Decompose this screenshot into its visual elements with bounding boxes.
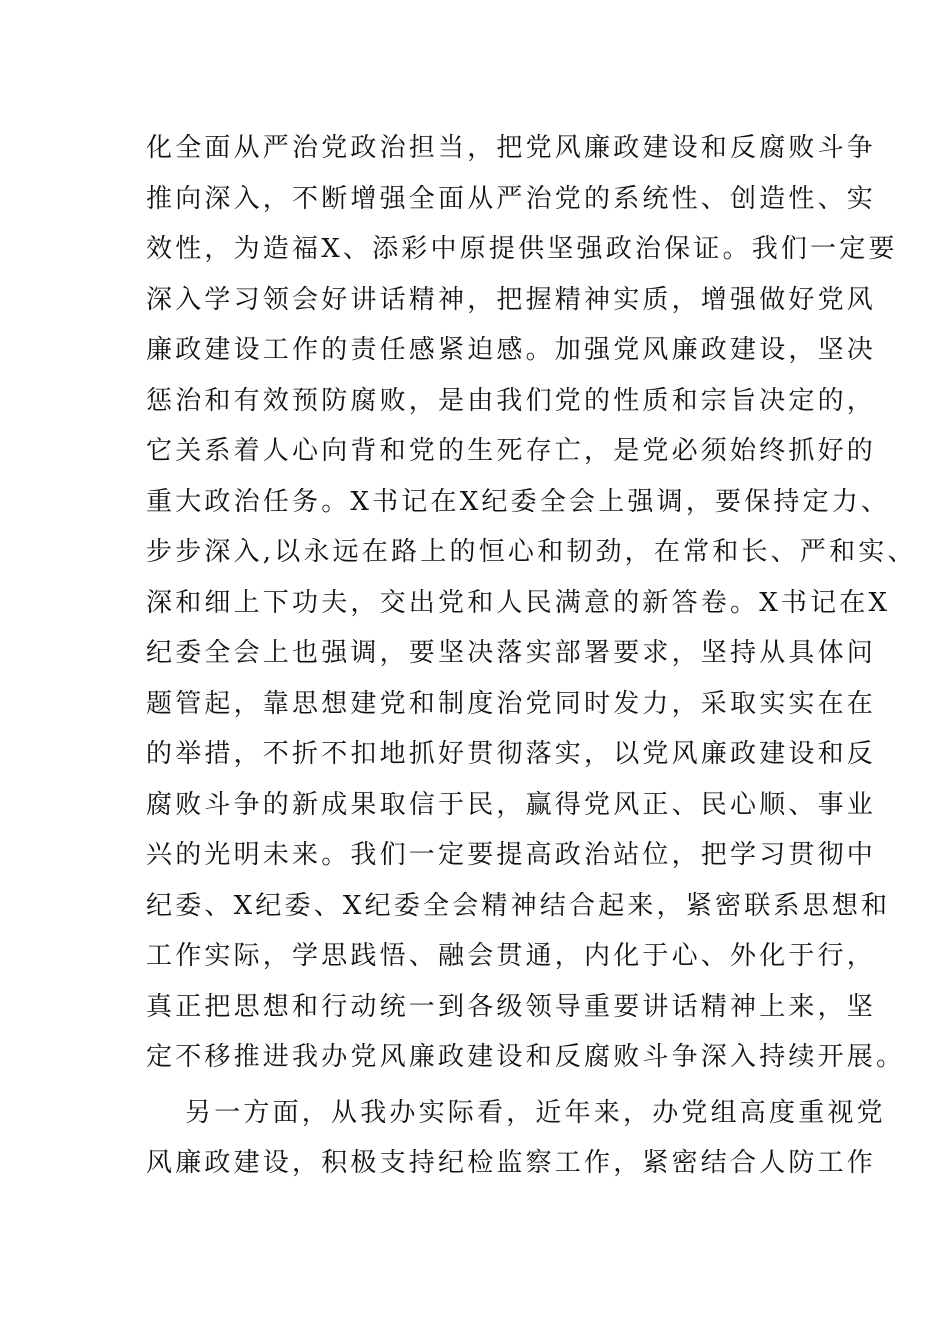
- text-line: 工作实际，学思践悟、融会贯通，内化于心、外化于行，: [146, 941, 877, 971]
- text-line: 深和细上下功夫，交出党和人民满意的新答卷。X书记在X: [146, 588, 891, 618]
- text-line: 的举措，不折不扣地抓好贯彻落实，以党风廉政建设和反: [146, 739, 877, 769]
- text-line: 重大政治任务。X书记在X纪委全会上强调，要保持定力、: [146, 487, 891, 517]
- text-line: 纪委、X纪委、X纪委全会精神结合起来，紧密联系思想和: [146, 891, 891, 921]
- text-line: 真正把思想和行动统一到各级领导重要讲话精神上来，坚: [146, 992, 877, 1022]
- text-line: 惩治和有效预防腐败，是由我们党的性质和宗旨决定的，: [146, 386, 877, 416]
- text-line: 兴的光明未来。我们一定要提高政治站位，把学习贯彻中: [146, 840, 877, 870]
- text-line: 化全面从严治党政治担当，把党风廉政建设和反腐败斗争: [146, 133, 877, 163]
- text-line: 腐败斗争的新成果取信于民，赢得党风正、民心顺、事业: [146, 790, 877, 820]
- text-line: 它关系着人心向背和党的生死存亡，是党必须始终抓好的: [146, 436, 877, 466]
- text-line: 步步深入,以永远在路上的恒心和韧劲，在常和长、严和实、: [146, 537, 917, 567]
- text-line: 另一方面，从我办实际看，近年来，办党组高度重视党: [185, 1098, 886, 1128]
- text-line: 纪委全会上也强调，要坚决落实部署要求，坚持从具体问: [146, 638, 877, 668]
- text-line: 风廉政建设，积极支持纪检监察工作，紧密结合人防工作: [146, 1148, 877, 1178]
- text-line: 效性，为造福X、添彩中原提供坚强政治保证。我们一定要: [146, 234, 898, 264]
- text-line: 深入学习领会好讲话精神，把握精神实质，增强做好党风: [146, 285, 877, 315]
- text-line: 廉政建设工作的责任感紧迫感。加强党风廉政建设，坚决: [146, 335, 877, 365]
- text-line: 定不移推进我办党风廉政建设和反腐败斗争深入持续开展。: [146, 1042, 906, 1072]
- text-line: 题管起，靠思想建党和制度治党同时发力，采取实实在在: [146, 689, 877, 719]
- text-line: 推向深入，不断增强全面从严治党的系统性、创造性、实: [146, 184, 877, 214]
